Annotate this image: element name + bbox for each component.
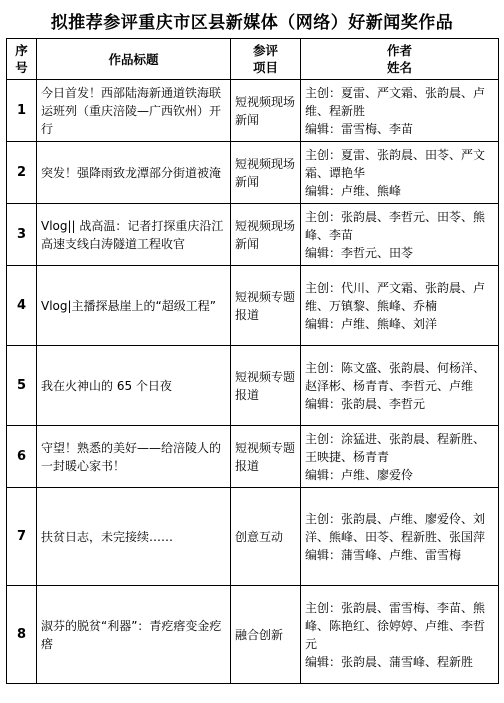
header-authors <box>301 39 499 80</box>
table-header-row <box>7 39 499 80</box>
table-row <box>7 204 499 266</box>
table-row <box>7 586 499 684</box>
row-category: 短视频现场新闻 <box>231 204 301 266</box>
row-authors-editors: 编辑：卢维、熊峰 <box>305 183 402 198</box>
row-number: 1 <box>7 80 37 142</box>
row-authors-editors: 编辑：张韵晨、蒲雪峰、程新胜 <box>305 654 474 669</box>
table-row <box>7 266 499 346</box>
header-number <box>7 39 37 80</box>
row-authors-creators: 主创：陈文盛、张韵晨、何杨洋、赵泽彬、杨青青、李哲元、卢维 <box>305 360 486 393</box>
table-row <box>7 488 499 586</box>
row-work-title: Vlog|主播探悬崖上的“超级工程” <box>37 266 231 346</box>
row-authors-creators: 主创：夏雷、严文霜、张韵晨、卢维、程新胜 <box>305 85 486 118</box>
row-authors <box>301 266 499 346</box>
table-row <box>7 80 499 142</box>
row-category: 短视频现场新闻 <box>231 80 301 142</box>
row-authors <box>301 426 499 488</box>
row-authors <box>301 586 499 684</box>
document-title: 拟推荐参评重庆市区县新媒体（网络）好新闻奖作品 <box>50 13 454 33</box>
row-work-title: 守望！熟悉的美好——给涪陵人的一封暖心家书！ <box>37 426 231 488</box>
row-authors <box>301 204 499 266</box>
row-authors <box>301 488 499 586</box>
header-work-title: 作品标题 <box>37 39 231 80</box>
row-number: 6 <box>7 426 37 488</box>
row-number: 4 <box>7 266 37 346</box>
row-number: 3 <box>7 204 37 266</box>
row-number: 7 <box>7 488 37 586</box>
row-authors-creators: 主创：代川、严文霜、张韵晨、卢维、万镇黎、熊峰、乔楠 <box>305 280 486 313</box>
row-category: 短视频专题报道 <box>231 266 301 346</box>
row-authors-editors: 编辑：卢维、廖爱伶 <box>305 467 414 482</box>
row-work-title: 我在火神山的 65 个日夜 <box>37 346 231 426</box>
header-authors-line-1: 作者 <box>386 43 412 58</box>
row-work-title: 突发！强降雨致龙潭部分街道被淹 <box>37 142 231 204</box>
awards-table <box>6 38 499 684</box>
table-row <box>7 346 499 426</box>
row-authors-editors: 编辑：雷雪梅、李苗 <box>305 121 414 136</box>
header-category-line-1: 参评 <box>252 43 278 58</box>
row-number: 2 <box>7 142 37 204</box>
row-work-title: 淑芬的脱贫“利器”：青疙瘩变金疙瘩 <box>37 586 231 684</box>
row-authors-editors: 编辑：蒲雪峰、卢维、雷雪梅 <box>305 547 462 562</box>
row-category: 创意互动 <box>231 488 301 586</box>
header-number-line-2: 号 <box>15 60 28 75</box>
row-work-title: 今日首发！西部陆海新通道铁海联运班列（重庆涪陵—广西钦州）开行 <box>37 80 231 142</box>
row-authors-creators: 主创：张韵晨、雷雪梅、李苗、熊峰、陈艳红、徐婷婷、卢维、李哲元 <box>305 600 486 651</box>
row-work-title: Vlog|| 战高温：记者打探重庆沿江高速支线白涛隧道工程收官 <box>37 204 231 266</box>
header-authors-line-2: 姓名 <box>386 60 412 75</box>
table-row <box>7 142 499 204</box>
row-number: 8 <box>7 586 37 684</box>
row-authors-creators: 主创：涂猛进、张韵晨、程新胜、王映捷、杨青青 <box>305 431 486 464</box>
header-category <box>231 39 301 80</box>
row-authors-editors: 编辑：李哲元、田苓 <box>305 245 414 260</box>
row-number: 5 <box>7 346 37 426</box>
row-authors-creators: 主创：夏雷、张韵晨、田苓、严文霜、谭艳华 <box>305 147 486 180</box>
row-work-title: 扶贫日志，未完接续…… <box>37 488 231 586</box>
row-category: 短视频专题报道 <box>231 426 301 488</box>
row-authors <box>301 80 499 142</box>
row-category: 短视频现场新闻 <box>231 142 301 204</box>
row-authors-creators: 主创：张韵晨、卢维、廖爱伶、刘洋、熊峰、田苓、程新胜、张国萍 <box>305 511 486 544</box>
table-row <box>7 426 499 488</box>
row-authors <box>301 142 499 204</box>
row-category: 短视频专题报道 <box>231 346 301 426</box>
header-number-line-1: 序 <box>15 43 28 58</box>
header-category-line-2: 项目 <box>252 60 278 75</box>
row-authors <box>301 346 499 426</box>
row-category: 融合创新 <box>231 586 301 684</box>
row-authors-editors: 编辑：卢维、熊峰、刘洋 <box>305 316 438 331</box>
row-authors-creators: 主创：张韵晨、李哲元、田苓、熊峰、李苗 <box>305 209 486 242</box>
row-authors-editors: 编辑：张韵晨、李哲元 <box>305 396 426 411</box>
